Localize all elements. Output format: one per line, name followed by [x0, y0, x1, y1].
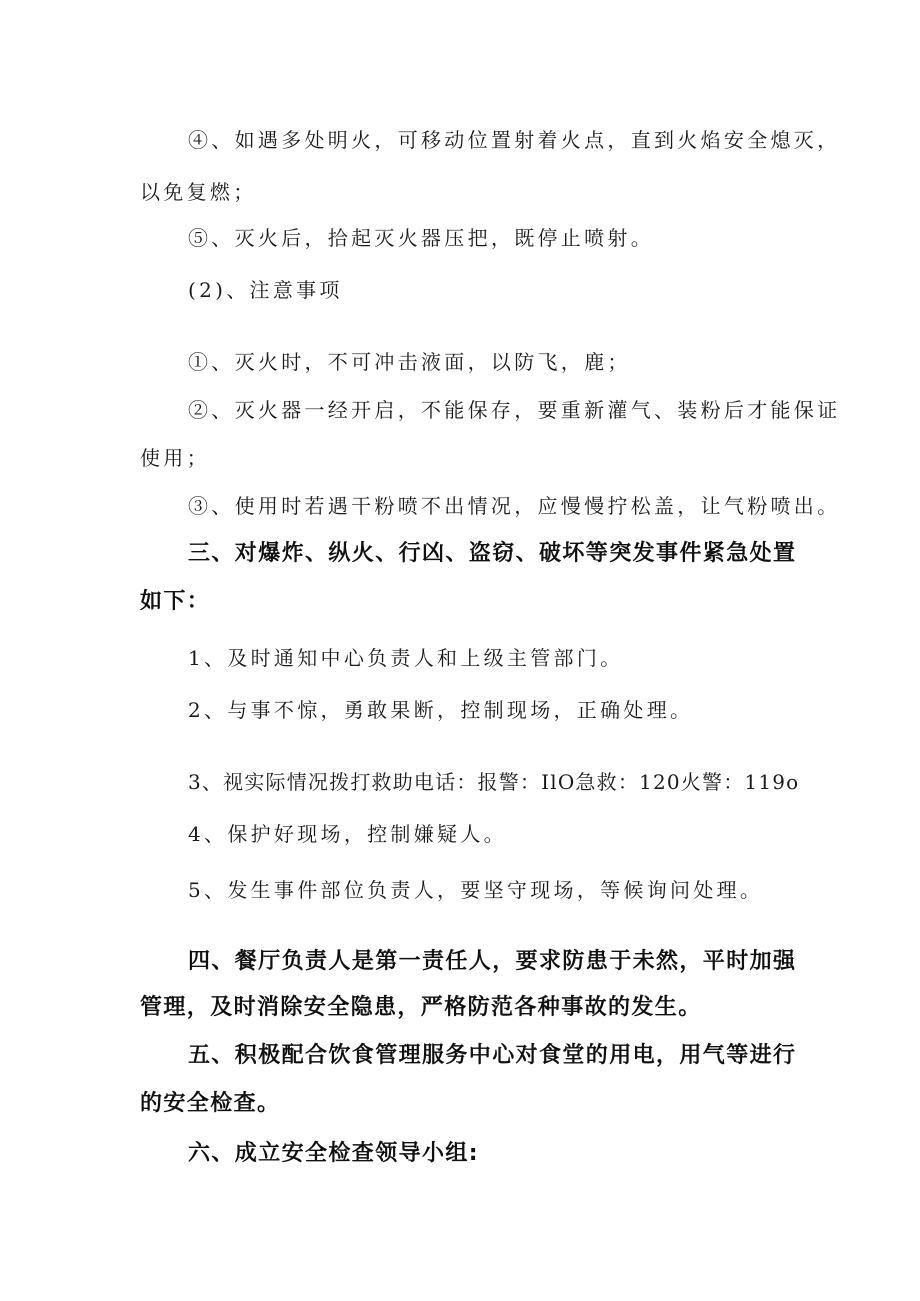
paragraph-line: ④、如遇多处明火，可移动位置射着火点，直到火焰安全熄灭， — [188, 128, 841, 152]
paragraph-line: 以免复燃； — [140, 180, 257, 204]
list-item: 4、保护好现场，控制嫌疑人。 — [188, 822, 507, 846]
paragraph-line: ③、使用时若遇干粉喷不出情况，应慢慢拧松盖，让气粉喷出。 — [188, 494, 841, 518]
paragraph-line: ⑤、灭火后，拾起灭火器压把，既停止喷射。 — [188, 226, 654, 250]
section-heading: 五、积极配合饮食管理服务中心对食堂的用电，用气等进行 — [188, 1043, 797, 1068]
paragraph-line: ①、灭火时，不可冲击液面，以防飞，鹿； — [188, 350, 631, 374]
paragraph-line: ②、灭火器一经开启，不能保存，要重新灌气、装粉后才能保证 — [188, 398, 841, 422]
section-heading: 管理，及时消除安全隐患，严格防范各种事故的发生。 — [140, 995, 702, 1020]
list-item: 5、发生事件部位负责人，要坚守现场，等候询问处理。 — [188, 878, 764, 902]
section-heading: 六、成立安全检查领导小组: — [188, 1141, 479, 1166]
section-heading: 四、餐厅负责人是第一责任人，要求防患于未然，平时加强 — [188, 949, 797, 974]
section-subheading: (2)、注意事项 — [188, 278, 343, 302]
paragraph-line: 使用； — [140, 446, 210, 470]
list-item: 1、及时通知中心负责人和上级主管部门。 — [188, 646, 624, 670]
section-heading: 三、对爆炸、纵火、行凶、盗窃、破坏等突发事件紧急处置 — [188, 541, 797, 566]
section-heading: 如下： — [140, 589, 211, 614]
section-heading: 的安全检查。 — [140, 1091, 281, 1116]
list-item: 3、视实际情况拨打救助电话：报警：IlO急救：120火警：119o — [188, 770, 800, 794]
list-item: 2、与事不惊，勇敢果断，控制现场，正确处理。 — [188, 698, 694, 722]
